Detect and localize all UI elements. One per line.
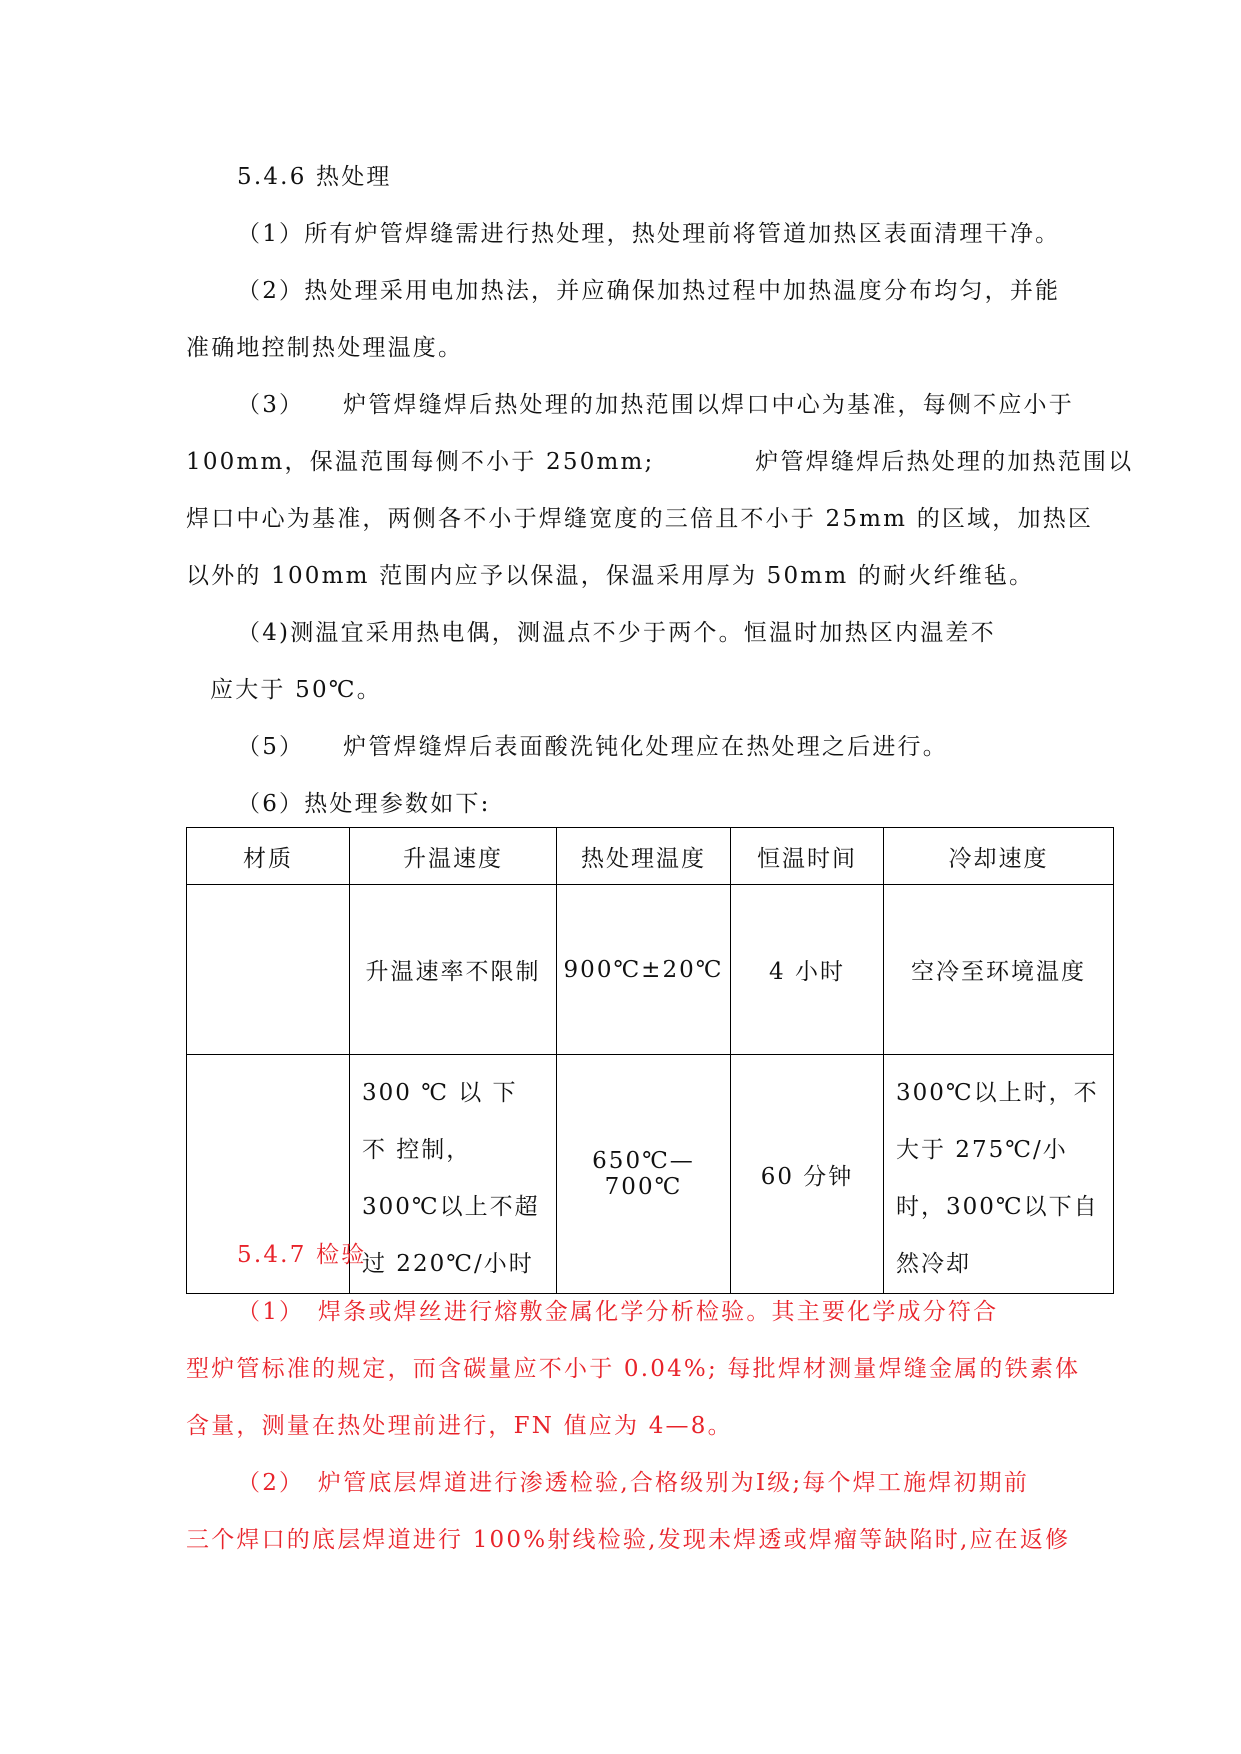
table-cell: 300 ℃ 以 下 不 控制，300℃以上不超过 220℃/小时 bbox=[350, 1055, 557, 1294]
table-header-cell: 热处理温度 bbox=[557, 828, 731, 885]
inspection-paragraph-1-line-1: （1） 焊条或焊丝进行熔敷金属化学分析检验。其主要化学成分符合 bbox=[237, 1299, 999, 1325]
paragraph-3-line-4: 以外的 100mm 范围内应予以保温，保温采用厚为 50mm 的耐火纤维毡。 bbox=[186, 563, 1035, 589]
table-header-row bbox=[187, 828, 1114, 885]
section-heading-5-4-7: 5.4.7 检验 bbox=[237, 1242, 367, 1268]
paragraph-4-line-2: 应大于 50℃。 bbox=[210, 677, 382, 703]
heat-treatment-parameter-table bbox=[186, 827, 1114, 1294]
paragraph-6: （6）热处理参数如下: bbox=[237, 791, 491, 817]
table-cell bbox=[187, 885, 350, 1055]
paragraph-5: （5） 炉管焊缝焊后表面酸洗钝化处理应在热处理之后进行。 bbox=[237, 734, 948, 760]
table-cell: 空冷至环境温度 bbox=[884, 885, 1114, 1055]
table-cell: 900℃±20℃ bbox=[557, 885, 731, 1055]
inspection-paragraph-1-line-3: 含量，测量在热处理前进行，FN 值应为 4—8。 bbox=[186, 1413, 733, 1439]
section-heading-5-4-6: 5.4.6 热处理 bbox=[237, 164, 392, 190]
inspection-paragraph-2-line-2: 三个焊口的底层焊道进行 100%射线检验,发现未焊透或焊瘤等缺陷时,应在返修 bbox=[186, 1527, 1071, 1553]
table-header-cell: 恒温时间 bbox=[731, 828, 884, 885]
table-cell: 4 小时 bbox=[731, 885, 884, 1055]
table-header-cell: 冷却速度 bbox=[884, 828, 1114, 885]
paragraph-2-line-2: 准确地控制热处理温度。 bbox=[186, 335, 464, 361]
table-cell: 300℃以上时，不大于 275℃/小时，300℃以下自然冷却 bbox=[884, 1055, 1114, 1294]
table-cell: 升温速率不限制 bbox=[350, 885, 557, 1055]
paragraph-2-line-1: （2）热处理采用电加热法，并应确保加热过程中加热温度分布均匀，并能 bbox=[237, 278, 1061, 304]
table-row bbox=[187, 885, 1114, 1055]
paragraph-3-line-3: 焊口中心为基准，两侧各不小于焊缝宽度的三倍且不小于 25mm 的区域，加热区 bbox=[186, 506, 1094, 532]
table-header-cell: 材质 bbox=[187, 828, 350, 885]
paragraph-3-line-2: 100mm，保温范围每侧不小于 250mm; 炉管焊缝焊后热处理的加热范围以 bbox=[186, 449, 1134, 475]
paragraph-3-line-1: （3） 炉管焊缝焊后热处理的加热范围以焊口中心为基准，每侧不应小于 bbox=[237, 392, 1074, 418]
inspection-paragraph-2-line-1: （2） 炉管底层焊道进行渗透检验,合格级别为Ⅰ级;每个焊工施焊初期前 bbox=[237, 1470, 1030, 1496]
table-cell: 650℃—700℃ bbox=[557, 1055, 731, 1294]
table-header-cell: 升温速度 bbox=[350, 828, 557, 885]
table-cell: 60 分钟 bbox=[731, 1055, 884, 1294]
paragraph-1: （1）所有炉管焊缝需进行热处理，热处理前将管道加热区表面清理干净。 bbox=[237, 221, 1061, 247]
paragraph-4-line-1: （4)测温宜采用热电偶，测温点不少于两个。恒温时加热区内温差不 bbox=[237, 620, 996, 646]
inspection-paragraph-1-line-2: 型炉管标准的规定，而含碳量应不小于 0.04%; 每批焊材测量焊缝金属的铁素体 bbox=[186, 1356, 1081, 1382]
